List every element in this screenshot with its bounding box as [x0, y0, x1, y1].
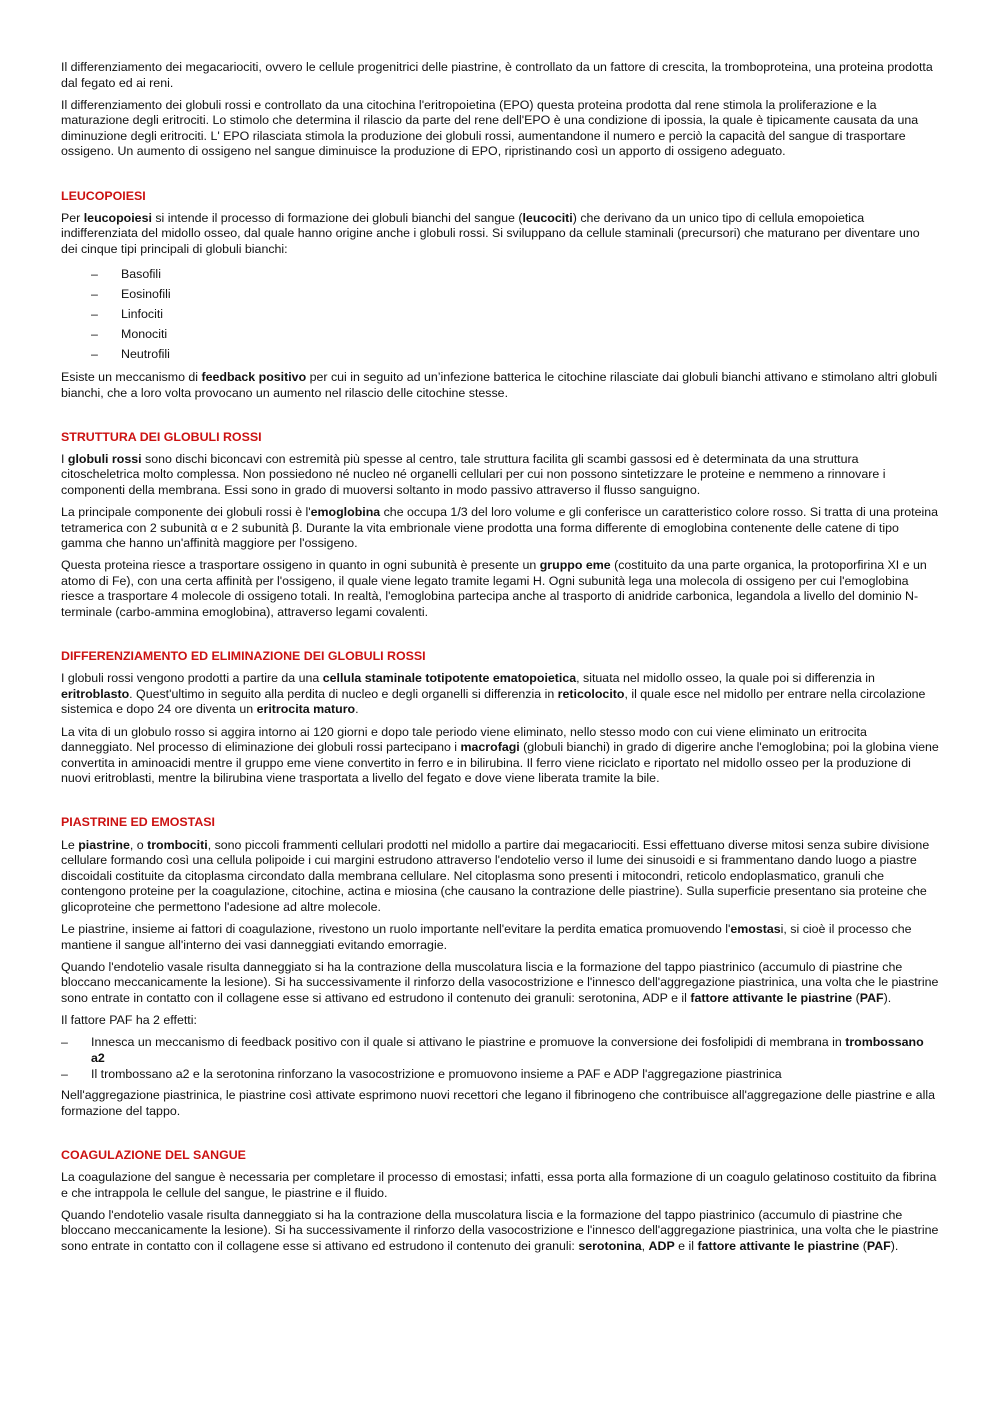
bold-term: piastrine [78, 837, 130, 852]
bold-term: leucopoiesi [83, 210, 152, 225]
text-run: ) che derivano da un unico tipo di cellula emopoietica indifferenziata del midollo osseo, dal quale hanno origine anche i globuli rossi. Si sviluppano da cellule staminali (precursori) che maturano per diventare uno dei cinque tipi principali di globuli bianchi: [61, 210, 920, 256]
struttura-paragraph-2 [61, 505, 939, 552]
bold-term: PAF [859, 990, 884, 1005]
differenziamento-paragraph-1 [61, 671, 939, 718]
bold-term: trombossano a2 [91, 1035, 924, 1065]
section-title-differenziamento: DIFFERENZIAMENTO ED ELIMINAZIONE DEI GLOBULI ROSSI [61, 649, 426, 664]
section-title-coagulazione: COAGULAZIONE DEL SANGUE [61, 1148, 246, 1162]
list-item [61, 284, 939, 304]
dash-marker: – [91, 286, 98, 301]
bold-term: gruppo eme [539, 558, 611, 573]
piastrine-paragraph-3 [61, 960, 939, 1007]
bold-term: emoglobina [310, 505, 381, 519]
text-run: ). [883, 990, 892, 1005]
text-run: Innesca un meccanismo di feedback positivo con il quale si attivano le piastrine e promuove la conversione dei fosfolipidi di membrana in [91, 1035, 846, 1050]
piastrine-paragraph-2 [61, 922, 939, 953]
list-item [61, 1067, 939, 1083]
bold-term: ADP [648, 1238, 675, 1253]
dash-marker: – [61, 1035, 68, 1050]
text-run: ( [859, 1238, 867, 1253]
section-title-leucopoiesi: LEUCOPOIESI [61, 188, 146, 203]
bold-term: reticolocito [557, 686, 625, 701]
list-item-label: Neutrofili [121, 346, 170, 361]
text-run: (globuli bianchi) in grado di digerire anche l'emoglobina; poi la globina viene convertita in aminoacidi mentre il gruppo eme viene convertito in ferro e in bilirubina. Il ferro viene riciclato e riportato nel midollo osseo per la produzione di nuovi eritroblasti, mentre la bilirubina viene trasportata a livello del fegato e dove viene liberata tramite la bile. [61, 740, 939, 786]
bold-term: PAF [866, 1238, 891, 1253]
paf-effects-list [61, 1035, 939, 1082]
section-title-piastrine: PIASTRINE ED EMOSTASI [61, 815, 215, 830]
bold-term: emostas [730, 921, 781, 936]
bold-term: feedback positivo [201, 369, 307, 384]
struttura-paragraph-1 [61, 452, 939, 499]
text-run: Questa proteina riesce a trasportare ossigeno in quanto in ogni subunità è presente un [61, 558, 540, 573]
text-run: ). [890, 1238, 899, 1253]
text-run: Quando l'endotelio vasale risulta danneggiato si ha la contrazione della muscolatura liscia e la formazione del tappo piastrinico (accumulo di piastrine che bloccano meccanicamente la lesione). Si ha successivamente il rinforzo della vasocostrizione e l'innesco dell'aggregazione piastrinica, una volta che le piastrine sono entrate in contatto con il collagene esse si attivano ed estrudono il contenuto dei granuli: serotonina, ADP e il [61, 959, 939, 1005]
dash-marker: – [91, 326, 98, 341]
text-run: sono dischi biconcavi con estremità più spesse al centro, tale struttura facilita gli scambi gassosi ed è determinata da una struttura citoscheletrica molto complessa. Non possiedono né nucleo né organelli cellulari per cui non possono sintetizzare le proteine e nemmeno a rinnovare i componenti della membrana. Essi sono in grado di muoversi soltanto in modo passivo attraverso il flusso sanguigno. [61, 451, 886, 497]
text-run: che occupa 1/3 del loro volume e gli conferisce un caratteristico colore rosso. Si tratta di una proteina tetramerica con 2 subunità α e 2 subunità β. Durante la vita embrionale viene prodotta una forma differente di emoglobina contenente delle catene di tipo gamma che hanno un'affinità maggiore per l'ossigeno. [61, 505, 939, 551]
text-run: ( [852, 990, 860, 1005]
list-item [61, 344, 939, 364]
bold-term: macrofagi [460, 740, 520, 755]
list-item-label: Monociti [121, 326, 168, 341]
section-spacer [61, 793, 939, 815]
text-run: La vita di un globulo rosso si aggira intorno ai 120 giorni e dopo tale periodo viene eliminato, nello stesso modo con cui viene eliminato un eritrocita danneggiato. Nel processo di eliminazione dei globuli rossi partecipano i [61, 724, 867, 755]
leucopoiesi-paragraph-2 [61, 370, 939, 401]
text-run: Per [61, 210, 84, 225]
text-run: per cui in seguito ad un’infezione batterica le citochine rilasciate dai globuli bianchi attivano e stimolano altri globuli bianchi, che a loro volta provocano un aumento nel rilascio delle citochine stesse. [61, 369, 938, 400]
section-spacer [61, 1126, 939, 1148]
bold-term: serotonina [578, 1238, 642, 1253]
leucopoiesi-paragraph-1 [61, 211, 939, 258]
coagulazione-paragraph-2 [61, 1208, 939, 1255]
intro-paragraph-2: Il differenziamento dei globuli rossi e controllato da una citochina l'eritropoietina (EPO) questa proteina prodotta dal rene stimola la proliferazione e la maturazione degli eritrociti. Lo stimolo che determina il rilascio da parte del rene dell'EPO è una condizione di ipossia, la quale è tipicamente causata da una diminuzione degli eritrociti. L' EPO rilasciata stimola la produzione dei globuli rossi, aumentandone il numero e perciò la capacità del sangue di trasportare ossigeno. Un aumento di ossigeno nel sangue diminuisce la produzione di EPO, ripristinando così un apporto di ossigeno adeguato. [61, 97, 919, 159]
text-run: . [355, 702, 359, 717]
section-spacer [61, 167, 939, 189]
dash-marker: – [91, 346, 98, 361]
list-item [61, 264, 939, 284]
piastrine-paragraph-5: Nell'aggregazione piastrinica, le piastrine così attivate esprimono nuovi recettori che legano il fibrinogeno che contribuisce all'aggregazione delle piastrine e alla formazione del tappo. [61, 1088, 935, 1118]
text-run: Quando l'endotelio vasale risulta danneggiato si ha la contrazione della muscolatura liscia e la formazione del tappo piastrinico (accumulo di piastrine che bloccano meccanicamente la lesione). Si ha successivamente il rinforzo della vasocostrizione e l'innesco dell'aggregazione piastrinica, una volta che le piastrine sono entrate in contatto con il collagene esse si attivano ed estrudono il contenuto dei granuli: [61, 1207, 939, 1253]
section-spacer [61, 408, 939, 430]
piastrine-paragraph-1 [61, 838, 939, 916]
list-item-label: Eosinofili [121, 286, 171, 301]
text-run: , il quale esce nel midollo per entrare nella circolazione sistemica e dopo 24 ore diventa un [61, 686, 926, 717]
text-run: Esiste un meccanismo di [61, 369, 202, 384]
text-run: , situata nel midollo osseo, la quale poi si differenzia in [576, 671, 875, 686]
list-item [61, 1035, 939, 1066]
coagulazione-paragraph-1: La coagulazione del sangue è necessaria per completare il processo di emostasi; infatti, essa porta alla formazione di un coagulo gelatinoso costituito da fibrina e che intrappola le cellule del sangue, le piastrine e il fluido. [61, 1170, 937, 1200]
text-run: Le [61, 837, 79, 852]
list-item-label: Linfociti [121, 306, 164, 321]
differenziamento-paragraph-2 [61, 725, 939, 787]
leukocyte-types-list [61, 264, 939, 364]
list-item [61, 324, 939, 344]
section-spacer [61, 627, 939, 649]
struttura-paragraph-3 [61, 558, 939, 620]
dash-marker: – [91, 266, 98, 281]
bold-term: eritroblasto [61, 686, 130, 701]
text-run: I [61, 451, 68, 466]
bold-term: cellula staminale totipotente ematopoietica [322, 671, 577, 686]
dash-marker: – [91, 306, 98, 321]
list-item [61, 304, 939, 324]
text-run: , [641, 1238, 649, 1253]
text-run: I globuli rossi vengono prodotti a partire da una [61, 671, 323, 686]
document-page [61, 60, 939, 1261]
text-run: si intende il processo di formazione dei globuli bianchi del sangue ( [151, 210, 523, 225]
bold-term: fattore attivante le piastrine [697, 1238, 860, 1253]
text-run: Il trombossano a2 e la serotonina rinforzano la vasocostrizione e promuovono insieme a PAF e ADP l'aggregazione piastrinica [91, 1066, 782, 1081]
list-item-label: Basofili [121, 266, 161, 281]
bold-term: eritrocita maturo [256, 702, 356, 717]
text-run: , sono piccoli frammenti cellulari prodotti nel midollo a partire dai megacariociti. Essi effettuano diverse mitosi senza subire divisione cellulare formando così una cellula polipoide i cui margini estrudono attraverso l'endotelio verso il lume dei sinusoidi e si frammentano dando luogo a piastre discoidali costituite da citoplasma circondato dalla membrana cellulare. Nel citoplasma sono presenti i mitocondri, reticolo endoplasmatico, granuli che contengono proteine per la coagulazione, citochine, actina e miosina (che causano la contrazione delle piastrine). Sulla superficie presentano sia proteine che glicoproteine che permettono l'adesione ad altre molecole. [61, 837, 930, 914]
intro-paragraph-1: Il differenziamento dei megacariociti, ovvero le cellule progenitrici delle piastrine, è controllato da un fattore di crescita, la tromboproteina, una proteina prodotta dal fegato ed ai reni. [61, 60, 933, 90]
text-run: , o [129, 837, 148, 852]
bold-term: trombociti [147, 837, 208, 852]
bold-term: globuli rossi [67, 451, 142, 466]
piastrine-paragraph-4: Il fattore PAF ha 2 effetti: [61, 1012, 197, 1027]
section-title-struttura: STRUTTURA DEI GLOBULI ROSSI [61, 429, 262, 444]
text-run: La principale componente dei globuli rossi è l' [61, 505, 311, 519]
text-run: e il [674, 1238, 698, 1253]
dash-marker: – [61, 1066, 68, 1081]
text-run: i, si cioè il processo che mantiene il sangue all'interno dei vasi danneggiati evitando emorragie. [61, 921, 912, 952]
text-run: (costituito da una parte organica, la protoporfirina XI e un atomo di Fe), con una certa affinità per l'ossigeno, il quale viene legato tramite legami H. Ogni subunità lega una molecola di ossigeno per cui l'emoglobina riesce a trasportare 4 molecole di ossigeno totali. In realtà, l'emoglobina partecipa anche al trasporto di anidride carbonica, legandola a livello del dominio N-terminale (carbo-ammina emoglobina), attraverso legami covalenti. [61, 558, 927, 620]
text-run: . Quest'ultimo in seguito alla perdita di nucleo e degli organelli si differenzia in [129, 686, 558, 701]
bold-term: leucociti [522, 210, 573, 225]
text-run: Le piastrine, insieme ai fattori di coagulazione, rivestono un ruolo importante nell'evitare la perdita ematica promuovendo l' [61, 921, 731, 936]
bold-term: fattore attivante le piastrine [690, 990, 853, 1005]
